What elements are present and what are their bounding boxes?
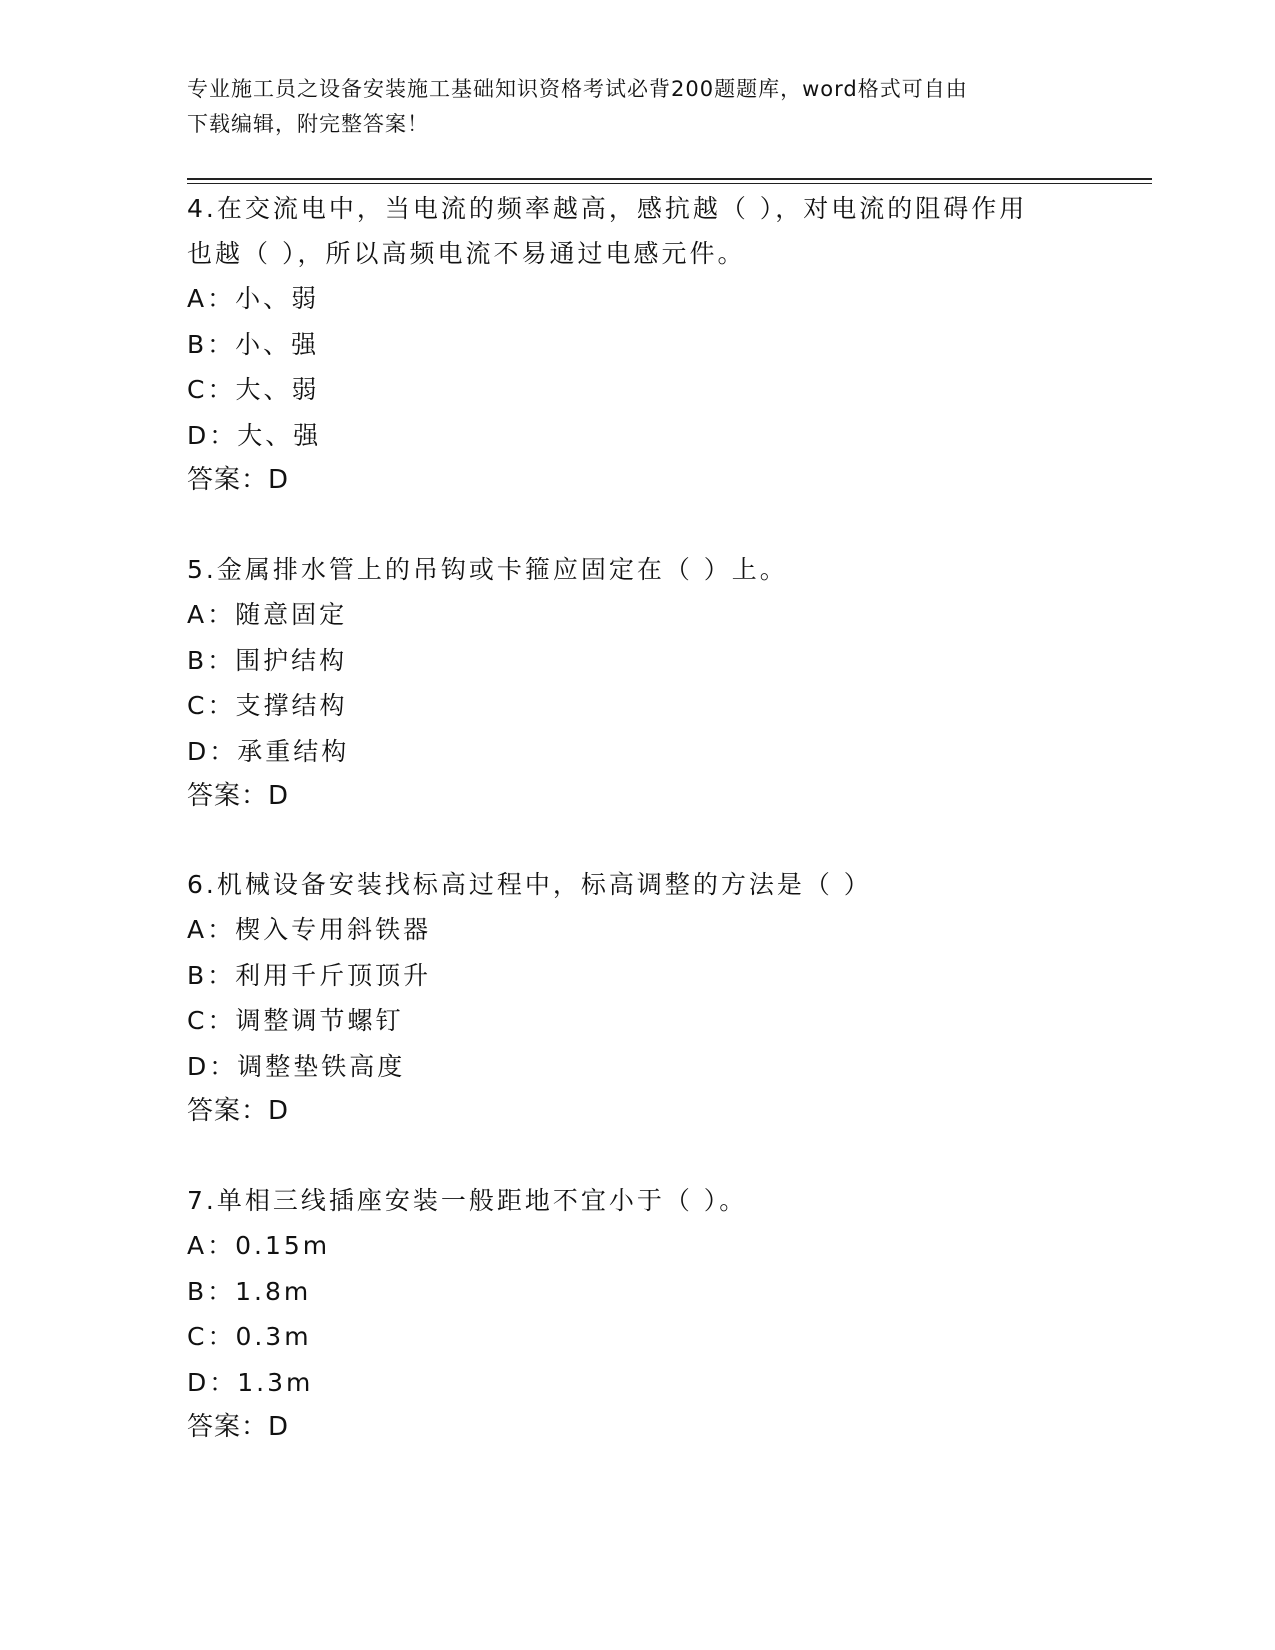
question-7 [187, 1178, 1087, 1450]
question-text-continued: 也越（ ），所以高频电流不易通过电感元件。 [187, 239, 746, 268]
header-divider-thin [187, 183, 1152, 184]
option-c: C：大、弱 [187, 375, 320, 404]
answer-line: 答案：D [187, 465, 290, 495]
answer-line: 答案：D [187, 1412, 290, 1442]
question-text: 4.在交流电中，当电流的频率越高，感抗越（ ），对电流的阻碍作用 [187, 194, 1028, 223]
option-b: B：利用千斤顶顶升 [187, 960, 432, 990]
option-c: C：支撑结构 [187, 691, 348, 720]
answer-line: 答案：D [187, 1096, 290, 1126]
header-line-2: 下载编辑，附完整答案！ [187, 112, 429, 136]
option-d: D：调整垫铁高度 [187, 1051, 406, 1081]
option-d: D：大、强 [187, 420, 322, 450]
header-line-1: 专业施工员之设备安装施工基础知识资格考试必背200题题库，word格式可自由 [187, 77, 968, 101]
option-a: A：0.15m [187, 1231, 331, 1260]
option-b: B：围护结构 [187, 645, 348, 675]
document-header [187, 72, 1087, 142]
question-6 [187, 862, 1087, 1134]
question-text: 7.单相三线插座安装一般距地不宜小于（ ）。 [187, 1186, 748, 1215]
question-4 [187, 186, 1087, 503]
option-a: A：随意固定 [187, 600, 348, 629]
option-c: C：调整调节螺钉 [187, 1006, 404, 1035]
question-text: 6.机械设备安装找标高过程中，标高调整的方法是（ ） [187, 870, 872, 899]
option-b: B：小、强 [187, 329, 320, 359]
option-a: A：小、弱 [187, 284, 320, 313]
option-a: A：楔入专用斜铁器 [187, 915, 432, 944]
option-b: B：1.8m [187, 1276, 312, 1306]
option-d: D：1.3m [187, 1367, 314, 1397]
question-5 [187, 547, 1087, 819]
answer-line: 答案：D [187, 781, 290, 811]
header-divider-thick [187, 178, 1152, 180]
option-d: D：承重结构 [187, 736, 350, 766]
question-text: 5.金属排水管上的吊钩或卡箍应固定在（ ）上。 [187, 555, 788, 584]
option-c: C：0.3m [187, 1322, 312, 1351]
